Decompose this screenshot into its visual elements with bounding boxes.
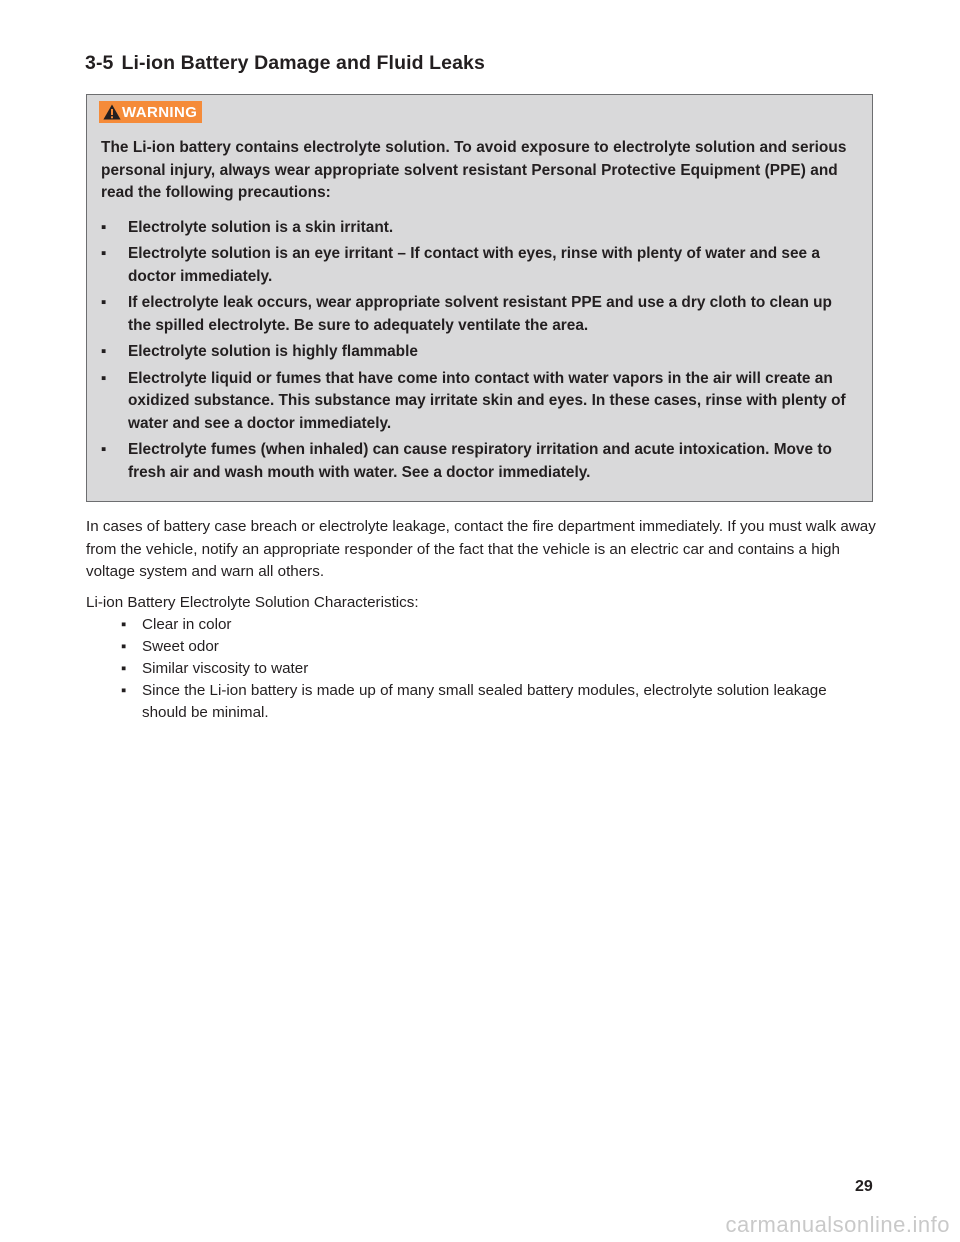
warning-item-text: Electrolyte fumes (when inhaled) can cause respiratory irritation and acute intoxication. Move to fresh air and wash mouth with water. See a doctor immediately. [128,441,832,481]
bullet: ▪ [101,245,107,262]
warning-item [99,439,852,484]
bullet: ▪ [101,294,107,311]
warning-item-text: Electrolyte liquid or fumes that have come into contact with water vapors in the air will create an oxidized substance. This substance may irritate skin and eyes. In these cases, rinse with plenty of water and see a doctor immediately. [128,369,846,432]
section-number: 3-5 [85,52,114,74]
bullet: ▪ [101,218,107,236]
warning-box [86,94,873,502]
bullet: ▪ [121,682,127,699]
bullet: ▪ [101,343,107,360]
list-item [121,614,861,636]
section-title-text: Li-ion Battery Damage and Fluid Leaks [121,52,485,74]
list-item-text: Similar viscosity to water [142,660,309,677]
warning-item [99,243,852,288]
list-item [121,658,861,680]
warning-item [99,341,852,364]
list-item-text: Sweet odor [142,638,219,655]
warning-item [99,292,852,337]
warning-item-text: Electrolyte solution is an eye irritant – If contact with eyes, rinse with plenty of water and see a doctor immediately. [128,245,820,285]
list-item [121,680,861,724]
section-title [85,52,485,75]
warning-list [99,217,852,485]
warning-item-text: Electrolyte solution is a skin irritant. [128,218,394,236]
warning-item-text: Electrolyte solution is highly flammable [128,343,418,360]
warning-badge [99,101,202,123]
characteristics-heading: Li-ion Battery Electrolyte Solution Characteristics: [86,594,419,611]
warning-item [99,217,852,240]
bullet: ▪ [121,638,127,655]
warning-item-text: If electrolyte leak occurs, wear appropriate solvent resistant PPE and use a dry cloth to clean up the spilled electrolyte. Be sure to adequately ventilate the area. [128,294,832,334]
bullet: ▪ [121,616,127,633]
list-item-text: Since the Li-ion battery is made up of many small sealed battery modules, electrolyte solution leakage should be minimal. [142,682,827,721]
warning-item [99,368,852,436]
bullet: ▪ [101,369,107,387]
bullet: ▪ [121,660,127,677]
warning-intro: The Li-ion battery contains electrolyte solution. To avoid exposure to electrolyte solution and serious personal injury, always wear appropriate solvent resistant Personal Protective Equipment (PPE) and read the following precautions: [101,139,847,201]
bullet: ▪ [101,441,107,458]
warning-triangle-icon [103,104,121,120]
characteristics-list [121,614,861,724]
body-paragraph: In cases of battery case breach or electrolyte leakage, contact the fire department immediately. If you must walk away from the vehicle, notify an appropriate responder of the fact that the vehicle is an electric car and contains a high voltage system and warn all others. [86,518,876,580]
warning-label: WARNING [122,103,198,121]
list-item-text: Clear in color [142,616,232,633]
list-item [121,636,861,658]
watermark: carmanualsonline.info [725,1212,950,1237]
page-number: 29 [855,1178,873,1195]
